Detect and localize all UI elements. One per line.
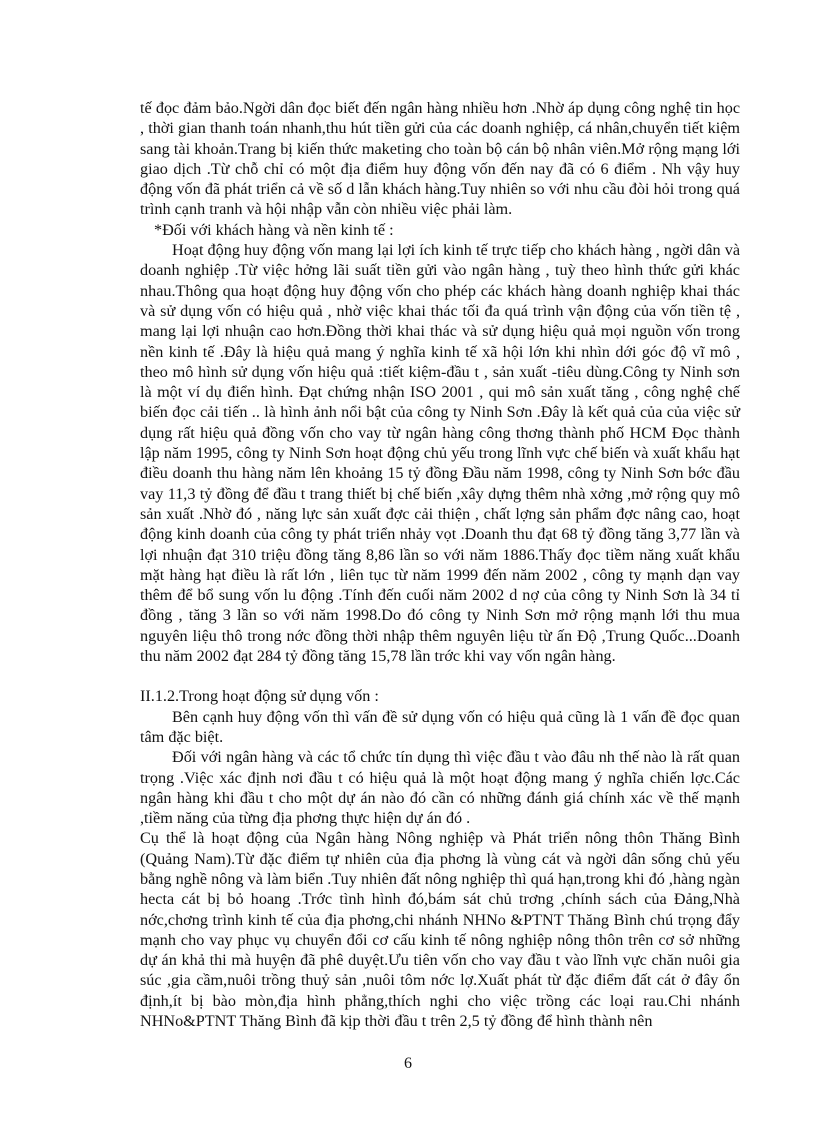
subheading-customers-economy: *Đối với khách hàng và nền kinh tế :	[154, 220, 394, 239]
paragraph-investment-strategy: Đối với ngân hàng và các tổ chức tín dụng thì việc đầu t vào đâu nh thế nào là rất quan trọng .Việc xác định nơi đầu t có hiệu quả là một hoạt động mang ý nghĩa chiến lợc.Các ngân hàng khi đầu t cho một dự án nào đó cần có những đánh giá chính xác về thế mạnh ,tiềm năng của từng địa phơng thực hiện dự án đó .	[140, 748, 740, 828]
paragraph-thang-binh-example: Cụ thể là hoạt động của Ngân hàng Nông nghiệp và Phát triển nông thôn Thăng Bình (Quảng Nam).Từ đặc điểm tự nhiên của địa phơng là vùng cát và ngời dân sống chủ yếu bằng nghề nông và làm biển .Tuy nhiên đất nông nghiệp thì quá hạn,trong khi đó ,hàng ngàn hecta cát bị bỏ hoang .Trớc tình hình đó,bám sát chủ trơng ,chính sách của Đảng,Nhà nớc,chơng trình kinh tế của địa phơng,chi nhánh NHNo &PTNT Thăng Bình chú trọng đẩy mạnh cho vay phục vụ chuyển đổi cơ cấu kinh tế nông nghiệp nông thôn trên cơ sở những dự án khả thi mà huyện đã phê duyệt.Ưu tiên vốn cho vay đầu t vào lĩnh vực chăn nuôi gia súc ,gia cầm,nuôi trồng thuỷ sản ,nuôi tôm nớc lợ.Xuất phát từ đặc điểm đất cát ở đây ổn định,ít bị bào mòn,địa hình phẳng,thích nghi cho việc trồng các loại rau.Chi nhánh NHNo&PTNT Thăng Bình đã kịp thời đầu t trên 2,5 tỷ đồng để hình thành nên	[140, 829, 740, 1031]
section-heading-capital-use: II.1.2.Trong hoạt động sử dụng vốn :	[140, 687, 379, 706]
paragraph-mobilization-results: tế đọc đảm bảo.Ngời dân đọc biết đến ngân hàng nhiều hơn .Nhờ áp dụng công nghệ tin học , thời gian thanh toán nhanh,thu hút tiền gửi của các doanh nghiệp, cá nhân,chuyển tiết kiệm sang tài khoản.Trang bị kiến thức maketing cho toàn bộ cán bộ nhân viên.Mở rộng mạng lới giao dịch .Từ chỗ chỉ có một địa điểm huy động vốn đến nay đã có 6 điểm . Nh vậy huy động vốn đã phát triển cả về số d lẫn khách hàng.Tuy nhiên so với nhu cầu đòi hỏi trong quá trình cạnh tranh và hội nhập vẫn còn nhiều việc phải làm.	[140, 99, 740, 219]
document-body	[140, 98, 740, 1031]
paragraph-capital-use-intro: Bên cạnh huy động vốn thì vấn đề sử dụng vốn có hiệu quả cũng là 1 vấn đề đọc quan tâm đặc biệt.	[140, 707, 740, 746]
page-number: 6	[404, 1055, 412, 1072]
paragraph-ninh-son-example: Hoạt động huy động vốn mang lại lợi ích kinh tế trực tiếp cho khách hàng , ngời dân và doanh nghiệp .Từ việc hởng lãi suất tiền gửi vào ngân hàng , tuỳ theo hình thức gửi khác nhau.Thông qua hoạt động huy động vốn cho phép các khách hàng doanh nghiệp khai thác và sử dụng vốn có hiệu quả , nhờ việc khai thác tối đa quá trình vận động của vốn tiền tệ , mang lại lợi nhuận cao hơn.Đồng thời khai thác và sử dụng hiệu quả mọi nguồn vốn trong nền kinh tế .Đây là hiệu quả mang ý nghĩa kinh tế xã hội lớn khi nhìn dới góc độ vĩ mô , theo mô hình sử dụng vốn hiệu quả :tiết kiệm-đầu t , sản xuất -tiêu dùng.Công ty Ninh sơn là một ví dụ điển hình. Đạt chứng nhận ISO 2001 , qui mô sản xuất tăng , công nghệ chế biến đọc cải tiến .. là hình ảnh nổi bật của công ty Ninh Sơn .Đây là kết quả của của việc sử dụng rất hiệu quả đồng vốn cho vay từ ngân hàng công thơng thành phố HCM Đọc thành lập năm 1995, công ty Ninh Sơn hoạt động chủ yếu trong lĩnh vực chế biến và xuất khẩu hạt điều doanh thu hàng năm lên khoảng 15 tỷ đồng Đầu năm 1998, công ty Ninh Sơn bớc đầu vay 11,3 tỷ đồng để đầu t trang thiết bị chế biến ,xây dựng thêm nhà xởng ,mở rộng quy mô sản xuất .Nhờ đó , năng lực sản xuất đợc cải thiện , chất lợng sản phẩm đợc nâng cao, hoạt động kinh doanh của công ty phát triển nhảy vọt .Doanh thu đạt 68 tỷ đồng tăng 3,77 lần và lợi nhuận đạt 310 triệu đồng tăng 8,86 lần so với năm 1886.Thấy đọc tiềm năng xuất khẩu mặt hàng hạt điều là rất lớn , liên tục từ năm 1999 đến năm 2002 , công ty mạnh dạn vay thêm để bổ sung vốn lu động .Tính đến cuối năm 2002 d nợ của công ty Ninh Sơn là 34 tỉ đồng , tăng 3 lần so với năm 1998.Do đó công ty Ninh Sơn mở rộng mạnh lới thu mua nguyên liệu thô trong nớc đồng thời nhập thêm nguyên liệu từ ấn Độ ,Trung Quốc...Doanh thu năm 2002 đạt 284 tỷ đồng tăng 15,78 lần trớc khi vay vốn ngân hàng.	[140, 241, 740, 666]
